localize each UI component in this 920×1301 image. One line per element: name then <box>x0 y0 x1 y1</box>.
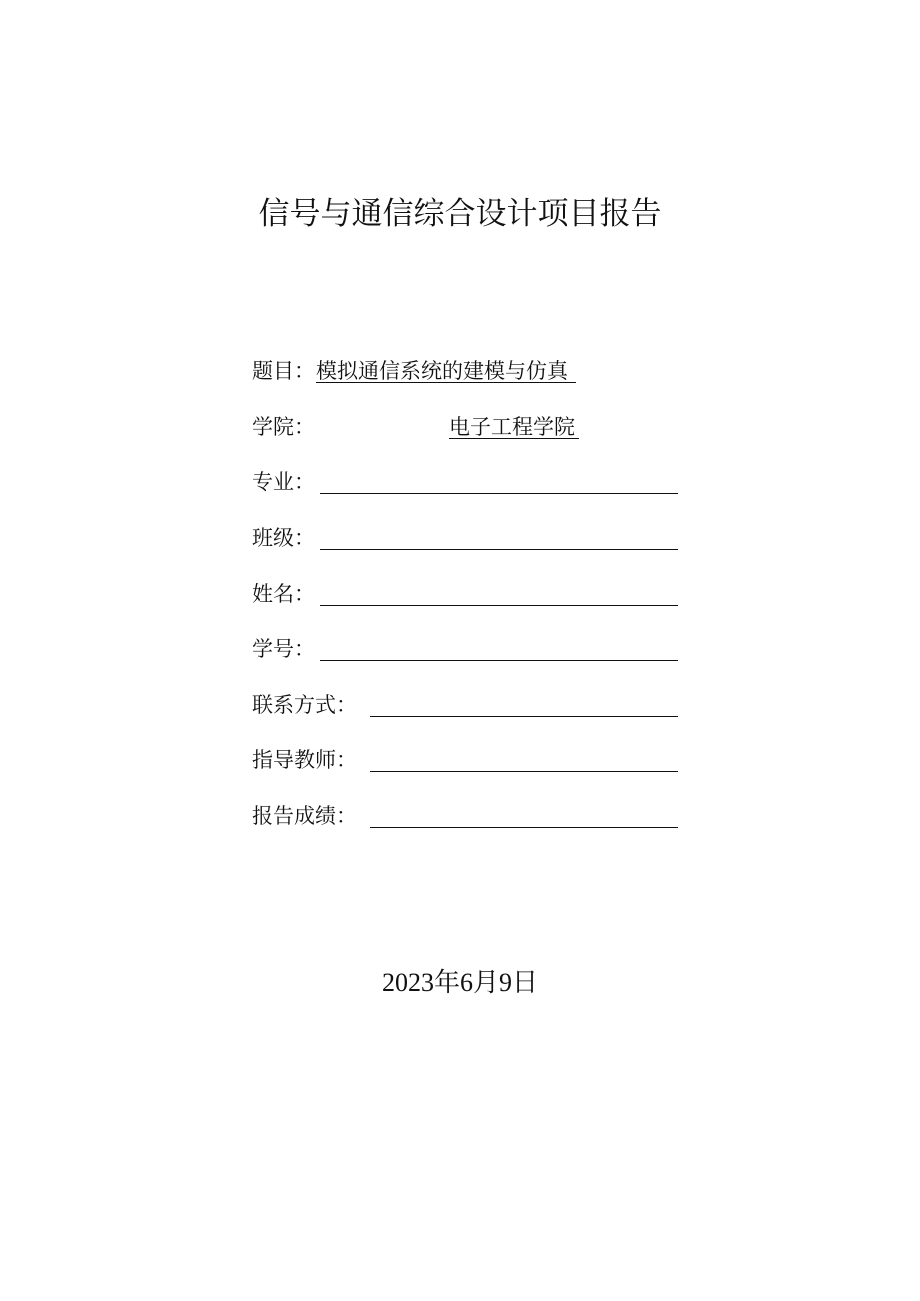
field-grade-label: 报告成绩： <box>252 804 357 828</box>
field-advisor-underline <box>370 771 678 772</box>
field-contact <box>252 688 682 722</box>
field-contact-label: 联系方式： <box>252 693 357 717</box>
field-college-underline <box>449 438 579 439</box>
field-topic-underline <box>316 382 576 383</box>
field-major-label: 专业： <box>252 470 315 494</box>
field-college-label: 学院： <box>252 415 315 439</box>
field-major-underline <box>320 493 678 494</box>
field-class-label: 班级： <box>252 526 315 550</box>
field-advisor <box>252 743 682 777</box>
field-student-id-underline <box>320 660 678 661</box>
field-contact-underline <box>370 716 678 717</box>
field-class <box>252 521 682 555</box>
field-college-value: 电子工程学院 <box>449 415 575 439</box>
field-topic-label: 题目： <box>252 359 315 383</box>
field-name-label: 姓名： <box>252 582 315 606</box>
field-student-id-label: 学号： <box>252 637 315 661</box>
field-topic-value: 模拟通信系统的建模与仿真 <box>316 359 568 383</box>
field-grade-underline <box>370 827 678 828</box>
field-grade <box>252 799 682 833</box>
field-name-underline <box>320 605 678 606</box>
field-advisor-label: 指导教师： <box>252 748 357 772</box>
field-major <box>252 465 682 499</box>
report-title: 信号与通信综合设计项目报告 <box>258 196 662 232</box>
field-student-id <box>252 632 682 666</box>
field-college <box>252 410 582 444</box>
field-topic <box>252 354 582 388</box>
report-date: 2023年6月9日 <box>381 968 538 997</box>
field-class-underline <box>320 549 678 550</box>
field-name <box>252 577 682 611</box>
